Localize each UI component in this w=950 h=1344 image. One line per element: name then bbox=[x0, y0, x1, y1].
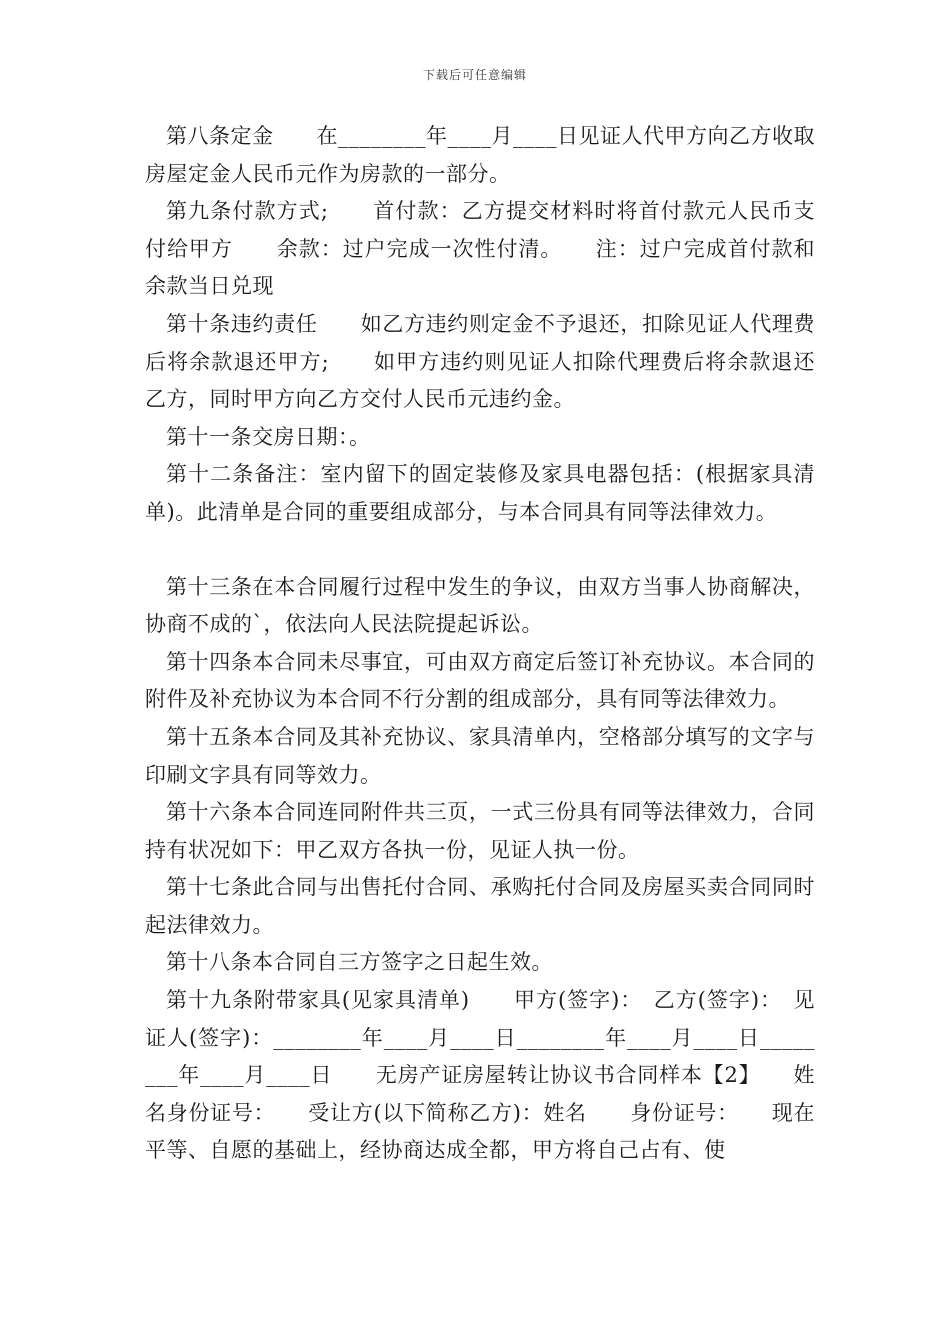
article-18-signing: 第十八条本合同自三方签字之日起生效。 bbox=[166, 950, 553, 975]
article-14-supplements: 第十四条本合同未尽事宜，可由双方商定后签订补充协议。本合同的附件及补充协议为本合同不行分割的组成部分，具有同等法律效力。 bbox=[145, 649, 815, 712]
article-13-disputes: 第十三条在本合同履行过程中发生的争议，由双方当事人协商解决，协商不成的`，依法向人民法院提起诉讼。 bbox=[145, 574, 815, 637]
article-12-remarks: 第十二条备注：室内留下的固定装修及家具电器包括：(根据家具清单)。此清单是合同的重要组成部分，与本合同具有同等法律效力。 bbox=[145, 462, 815, 524]
article-8-deposit: 第八条定金 在________年____月____日见证人代甲方向乙方收取房屋定金人民币元作为房款的一部分。 bbox=[145, 124, 815, 186]
article-16-copies: 第十六条本合同连同附件共三页，一式三份具有同等法律效力，合同持有状况如下：甲乙双方各执一份，见证人执一份。 bbox=[145, 800, 815, 862]
article-19-signatures: 第十九条附带家具(见家具清单) 甲方(签字)： 乙方(签字)： 见证人(签字)：________年____月____日________年____月____日________年____月____日 无房产证房屋转让协议书合同样本【2】 姓名身份证号： 受让方(以下简称乙方)：姓名 身份证号： 现在平等、自愿的基础上，经协商达成全都，甲方将自己占有、使 bbox=[145, 988, 815, 1163]
article-17-effect: 第十七条此合同与出售托付合同、承购托付合同及房屋买卖合同同时起法律效力。 bbox=[145, 875, 815, 937]
article-10-breach: 第十条违约责任 如乙方违约则定金不予退还，扣除见证人代理费后将余款退还甲方; 如甲方违约则见证人扣除代理费后将余款退还乙方，同时甲方向乙方交付人民币元违约金。 bbox=[145, 311, 815, 412]
page-header: 下载后可任意编辑 bbox=[422, 68, 527, 82]
document-body bbox=[145, 118, 815, 1170]
article-9-payment: 第九条付款方式; 首付款：乙方提交材料时将首付款元人民币支付给甲方 余款：过户完成一次性付清。 注：过户完成首付款和余款当日兑现 bbox=[145, 199, 815, 299]
article-15-blanks: 第十五条本合同及其补充协议、家具清单内，空格部分填写的文字与印刷文字具有同等效力。 bbox=[145, 724, 815, 787]
article-11-handover-date: 第十一条交房日期：。 bbox=[166, 424, 371, 449]
